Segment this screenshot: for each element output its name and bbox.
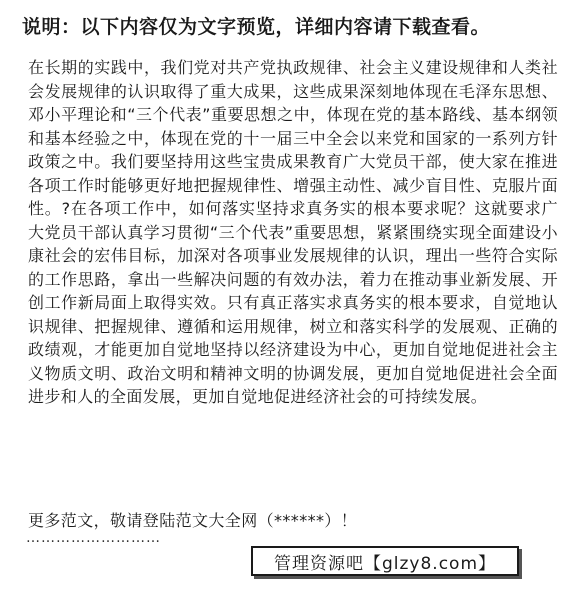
- site-watermark-badge: 管理资源吧【glzy8.com】: [251, 546, 519, 576]
- document-body: [28, 56, 558, 409]
- body-paragraph: 在长期的实践中，我们党对共产党执政规律、社会主义建设规律和人类社会发展规律的认识取得了重大成果，这些成果深刻地体现在毛泽东思想、邓小平理论和“三个代表”重要思想之中，体现在党的基本路线、基本纲领和基本经验之中，体现在党的十一届三中全会以来党和国家的一系列方针政策之中。我们要坚持用这些宝贵成果教育广大党员干部，使大家在推进各项工作时能够更好地把握规律性、增强主动性、减少盲目性、克服片面性。?在各项工作中，如何落实坚持求真务实的根本要求呢？这就要求广大党员干部认真学习贯彻“三个代表”重要思想，紧紧围绕实现全面建设小康社会的宏伟目标，加深对各项事业发展规律的认识，理出一些符合实际的工作思路，拿出一些解决问题的有效办法，着力在推动事业新发展、开创工作新局面上取得实效。只有真正落实求真务实的根本要求，自觉地认识规律、把握规律、遵循和运用规律，树立和落实科学的发展观、正确的政绩观，才能更加自觉地坚持以经济建设为中心，更加自觉地促进社会主义物质文明、政治文明和精神文明的协调发展，更加自觉地促进社会全面进步和人的全面发展，更加自觉地促进经济社会的可持续发展。: [28, 58, 558, 406]
- more-templates-note: 更多范文，敬请登陆范文大全网（******）！: [28, 511, 358, 530]
- dotted-separator: ………………………: [26, 530, 161, 546]
- preview-notice: 说明：以下内容仅为文字预览，详细内容请下载查看。: [22, 16, 491, 38]
